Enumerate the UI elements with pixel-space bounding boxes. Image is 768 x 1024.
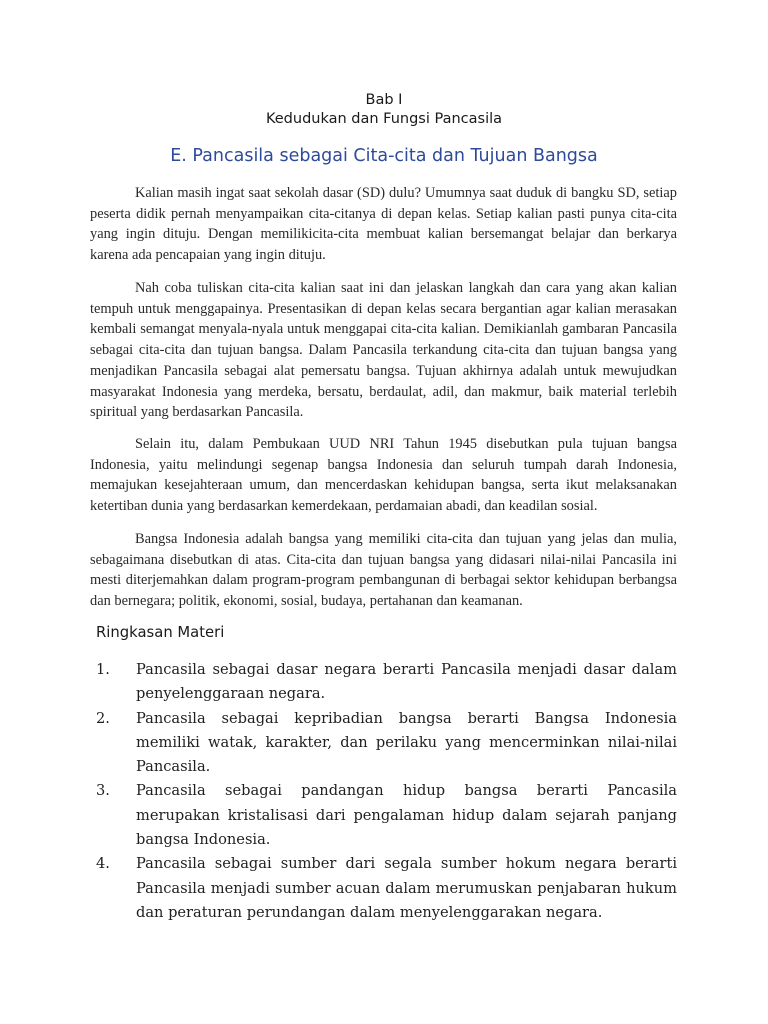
body-paragraph: Bangsa Indonesia adalah bangsa yang memiliki cita-cita dan tujuan yang jelas dan mulia, sebagaimana disebutkan di atas. Cita-cita dan tujuan bangsa yang didasari nilai-nilai Pancasila ini mesti diterjemahkan dalam program-program pembangunan di berbagai sektor kehidupan berbangsa dan bernegara; politik, ekonomi, sosial, budaya, pertahanan dan keamanan.: [90, 531, 677, 610]
summary-item-text: Pancasila sebagai pandangan hidup bangsa berarti Pancasila merupakan kristalisasi dari pengalaman hidup dalam sejarah panjang bangsa Indonesia.: [136, 782, 677, 849]
summary-list: [96, 658, 677, 925]
summary-item: [96, 658, 677, 707]
summary-item-number: 3.: [96, 782, 110, 800]
chapter-number: Bab I: [365, 92, 403, 108]
body-paragraph: Nah coba tuliskan cita-cita kalian saat ini dan jelaskan langkah dan cara yang akan kalian tempuh untuk menggapainya. Presentasikan di depan kelas secara bergantian agar kalian merasakan kembali semangat menyala-nyala untuk menggapai cita-cita kalian. Demikianlah gambaran Pancasila sebagai cita-cita dan tujuan bangsa. Dalam Pancasila terkandung cita-cita dan tujuan bangsa yang menjadikan Pancasila sebagai alat pemersatu bangsa. Tujuan akhirnya adalah untuk mewujudkan masyarakat Indonesia yang merdeka, bersatu, berdaulat, adil, dan makmur, baik material terlebih spiritual yang berdasarkan Pancasila.: [90, 280, 677, 421]
chapter-title: Kedudukan dan Fungsi Pancasila: [265, 111, 503, 127]
summary-item-text: Pancasila sebagai kepribadian bangsa berarti Bangsa Indonesia memiliki watak, karakter, dan perilaku yang mencerminkan nilai-nilai Pancasila.: [136, 709, 677, 776]
body-paragraph: Kalian masih ingat saat sekolah dasar (SD) dulu? Umumnya saat duduk di bangku SD, setiap peserta didik pernah menyampaikan cita-citanya di depan kelas. Setiap kalian pasti punya cita-cita yang ingin dituju. Dengan memilikicita-cita membuat kalian bersemangat belajar dan berkarya karena ada pencapaian yang ingin dituju.: [90, 185, 677, 264]
section-heading: E. Pancasila sebagai Cita-cita dan Tujuan Bangsa: [170, 146, 598, 166]
summary-item-number: 1.: [96, 661, 110, 678]
summary-item-text: Pancasila sebagai dasar negara berarti Pancasila menjadi dasar dalam penyelenggaraan negara.: [136, 661, 677, 703]
summary-item: [96, 707, 677, 780]
summary-heading: Ringkasan Materi: [96, 624, 225, 641]
summary-item-number: 2.: [96, 709, 110, 727]
summary-item-text: Pancasila sebagai sumber dari segala sumber hokum negara berarti Pancasila menjadi sumber acuan dalam merumuskan penjabaran hukum dan peraturan perundangan dalam menyelenggarakan negara.: [136, 855, 677, 921]
summary-item-number: 4.: [96, 855, 110, 873]
summary-item: [96, 852, 677, 925]
body-paragraph: Selain itu, dalam Pembukaan UUD NRI Tahun 1945 disebutkan pula tujuan bangsa Indonesia, yaitu melindungi segenap bangsa Indonesia dan seluruh tumpah darah Indonesia, memajukan kesejahteraan umum, dan mencerdaskan kehidupan bangsa, serta ikut melaksanakan ketertiban dunia yang berdasarkan kemerdekaan, perdamaian abadi, dan keadilan sosial.: [90, 436, 677, 515]
summary-item: [96, 779, 677, 852]
